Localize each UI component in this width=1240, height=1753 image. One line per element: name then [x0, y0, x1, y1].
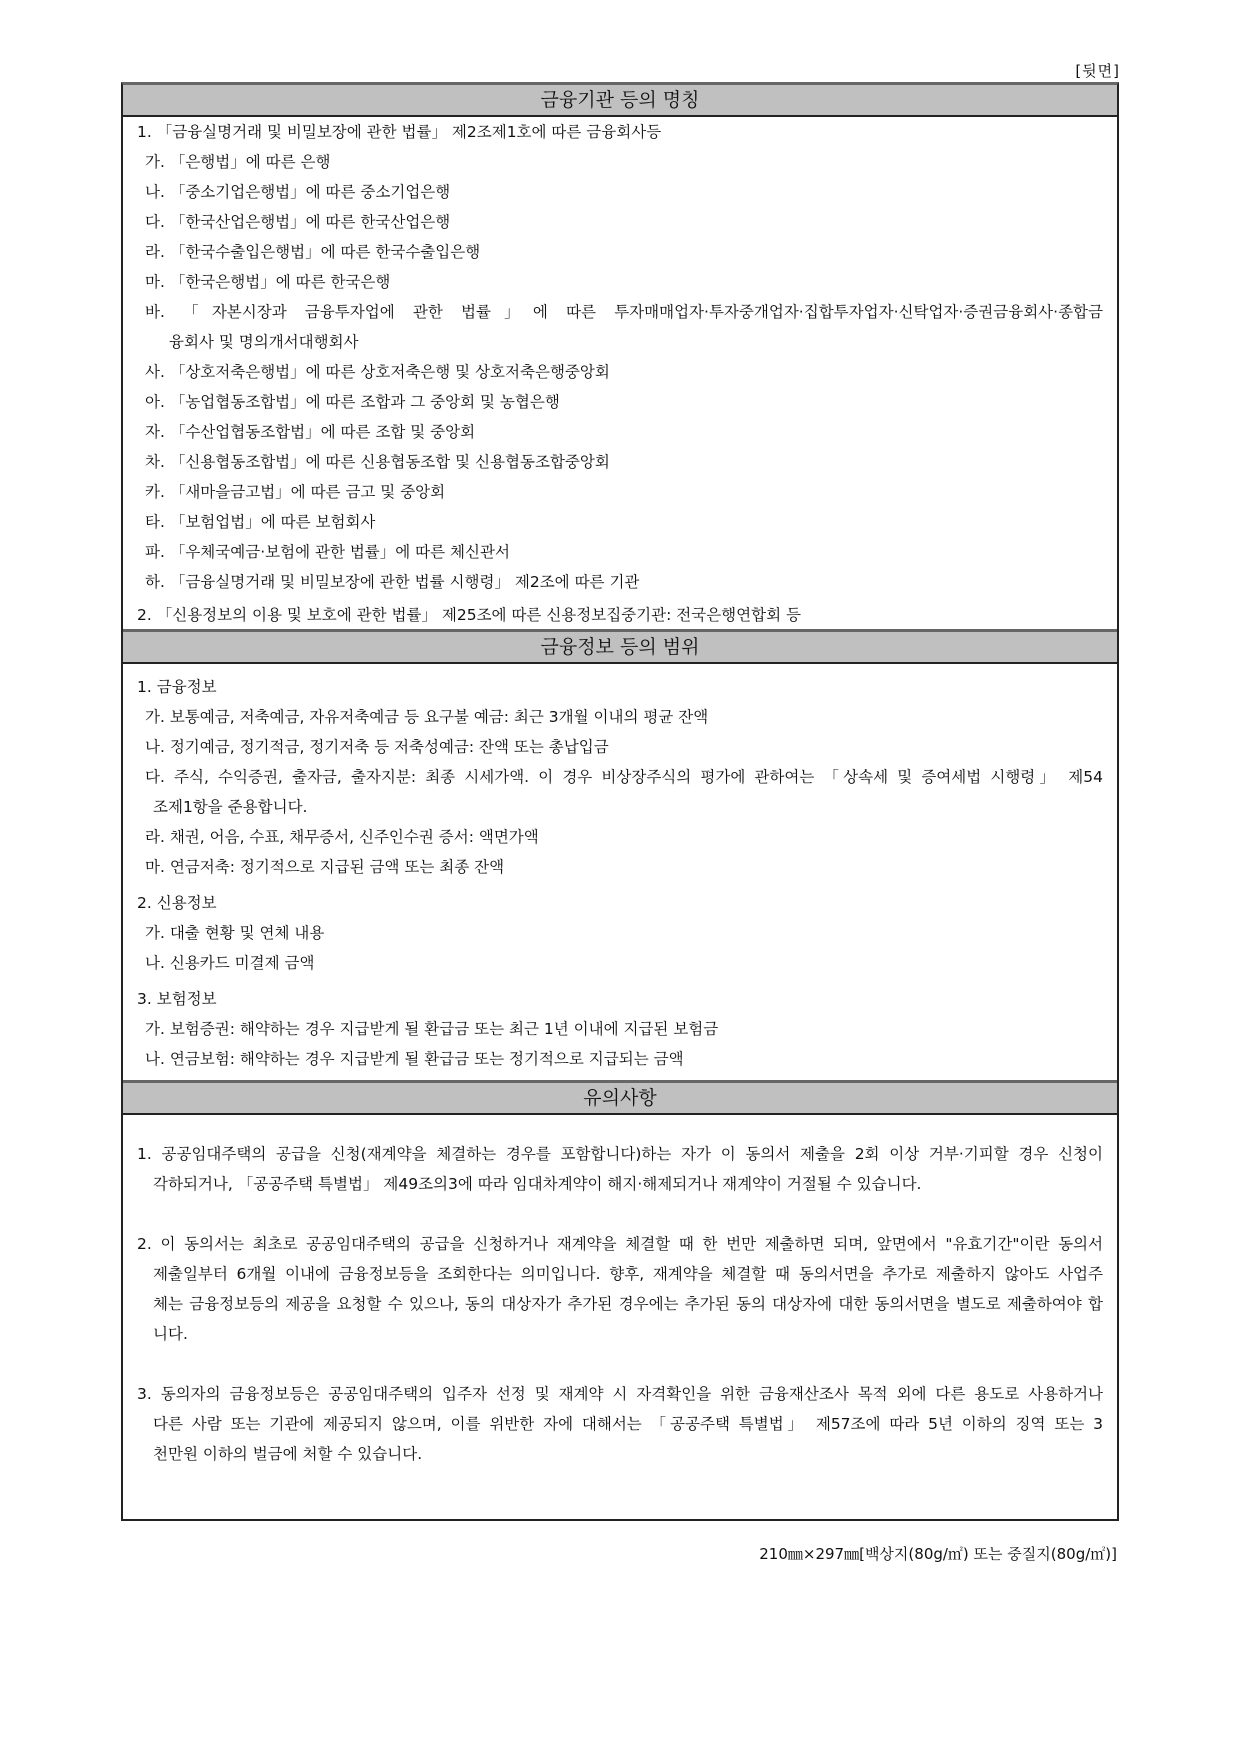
institutions-item-2: 2. 「신용정보의 이용 및 보호에 관한 법률」 제25조에 따른 신용정보집중기관: 전국은행연합회 등: [137, 606, 801, 624]
list-item: 하. 「금융실명거래 및 비밀보장에 관한 법률 시행령」 제2조에 따른 기관: [145, 573, 640, 591]
institutions-body: [123, 117, 1117, 629]
note-1-line: 1. 공공임대주택의 공급을 신청(재계약을 체결하는 경우를 포함합니다)하는 자가 이 동의서 제출을 2회 이상 거부·기피할 경우 신청이: [137, 1145, 1103, 1163]
note-2-line: 니다.: [153, 1325, 188, 1343]
financial-info-heading: 1. 금융정보: [137, 678, 217, 696]
note-3-line: 천만원 이하의 벌금에 처할 수 있습니다.: [153, 1445, 423, 1463]
list-item: 다. 「한국산업은행법」에 따른 한국산업은행: [145, 213, 451, 231]
list-item: 가. 보통예금, 저축예금, 자유저축예금 등 요구불 예금: 최근 3개월 이내의 평균 잔액: [145, 708, 709, 726]
list-item: 라. 「한국수출입은행법」에 따른 한국수출입은행: [145, 243, 481, 261]
section-title-institutions: 금융기관 등의 명칭: [123, 85, 1117, 117]
notes-body: [123, 1115, 1117, 1519]
list-item-continuation: 융회사 및 명의개서대행회사: [169, 333, 359, 351]
list-item: 카. 「새마을금고법」에 따른 금고 및 중앙회: [145, 483, 446, 501]
note-3-line: 다른 사람 또는 기관에 제공되지 않으며, 이를 위반한 자에 대해서는 「공공주택 특별법」 제57조에 따라 5년 이하의 징역 또는 3: [153, 1415, 1103, 1433]
section-title-scope: 금융정보 등의 범위: [123, 629, 1117, 664]
note-1-line: 각하되거나, 「공공주택 특별법」 제49조의3에 따라 임대차계약이 해지·해제되거나 재계약이 거절될 수 있습니다.: [153, 1175, 922, 1193]
list-item: 라. 채권, 어음, 수표, 채무증서, 신주인수권 증서: 액면가액: [145, 828, 539, 846]
insurance-info-heading: 3. 보험정보: [137, 990, 217, 1008]
list-item: 나. 「중소기업은행법」에 따른 중소기업은행: [145, 183, 451, 201]
list-item: 타. 「보험업법」에 따른 보험회사: [145, 513, 376, 531]
list-item: 차. 「신용협동조합법」에 따른 신용협동조합 및 신용협동조합중앙회: [145, 453, 610, 471]
list-item: 나. 연금보험: 해약하는 경우 지급받게 될 환급금 또는 정기적으로 지급되는 금액: [145, 1050, 684, 1068]
credit-info-heading: 2. 신용정보: [137, 894, 217, 912]
list-item: 마. 「한국은행법」에 따른 한국은행: [145, 273, 391, 291]
list-item: 가. 「은행법」에 따른 은행: [145, 153, 331, 171]
institutions-item-1: 1. 「금융실명거래 및 비밀보장에 관한 법률」 제2조제1호에 따른 금융회사등: [137, 123, 662, 141]
list-item: 사. 「상호저축은행법」에 따른 상호저축은행 및 상호저축은행중앙회: [145, 363, 610, 381]
list-item: 나. 정기예금, 정기적금, 정기저축 등 저축성예금: 잔액 또는 총납입금: [145, 738, 609, 756]
note-2-line: 2. 이 동의서는 최초로 공공임대주택의 공급을 신청하거나 재계약을 체결할 때 한 번만 제출하면 되며, 앞면에서 "유효기간"이란 동의서: [137, 1235, 1103, 1253]
list-item: 다. 주식, 수익증권, 출자금, 출자지분: 최종 시세가액. 이 경우 비상장주식의 평가에 관하여는 「상속세 및 증여세법 시행령」 제54: [145, 768, 1103, 786]
paper-size-note: 210㎜×297㎜[백상지(80g/㎡) 또는 중질지(80g/㎡)]: [759, 1545, 1117, 1563]
list-item: 자. 「수산업협동조합법」에 따른 조합 및 중앙회: [145, 423, 476, 441]
list-item: 아. 「농업협동조합법」에 따른 조합과 그 중앙회 및 농협은행: [145, 393, 560, 411]
list-item: 가. 대출 현황 및 연체 내용: [145, 924, 325, 942]
list-item: 나. 신용카드 미결제 금액: [145, 954, 315, 972]
section-title-notes: 유의사항: [123, 1080, 1117, 1115]
list-item: 마. 연금저축: 정기적으로 지급된 금액 또는 최종 잔액: [145, 858, 505, 876]
scope-body: [123, 664, 1117, 1080]
form-back-frame: [121, 82, 1119, 1521]
list-item-continuation: 조제1항을 준용합니다.: [153, 798, 308, 816]
page-side-label: [뒷면]: [1075, 62, 1120, 80]
note-2-line: 제출일부터 6개월 이내에 금융정보등을 조회한다는 의미입니다. 향후, 재계약을 체결할 때 동의서면을 추가로 제출하지 않아도 사업주: [153, 1265, 1103, 1283]
list-item: 바. 「자본시장과 금융투자업에 관한 법률」에 따른 투자매매업자·투자중개업자·집합투자업자·신탁업자·증권금융회사·종합금: [145, 303, 1103, 321]
list-item: 가. 보험증권: 해약하는 경우 지급받게 될 환급금 또는 최근 1년 이내에 지급된 보험금: [145, 1020, 719, 1038]
note-3-line: 3. 동의자의 금융정보등은 공공임대주택의 입주자 선정 및 재계약 시 자격확인을 위한 금융재산조사 목적 외에 다른 용도로 사용하거나: [137, 1385, 1103, 1403]
list-item: 파. 「우체국예금·보험에 관한 법률」에 따른 체신관서: [145, 543, 510, 561]
note-2-line: 체는 금융정보등의 제공을 요청할 수 있으나, 동의 대상자가 추가된 경우에는 추가된 동의 대상자에 대한 동의서면을 별도로 제출하여야 합: [153, 1295, 1103, 1313]
